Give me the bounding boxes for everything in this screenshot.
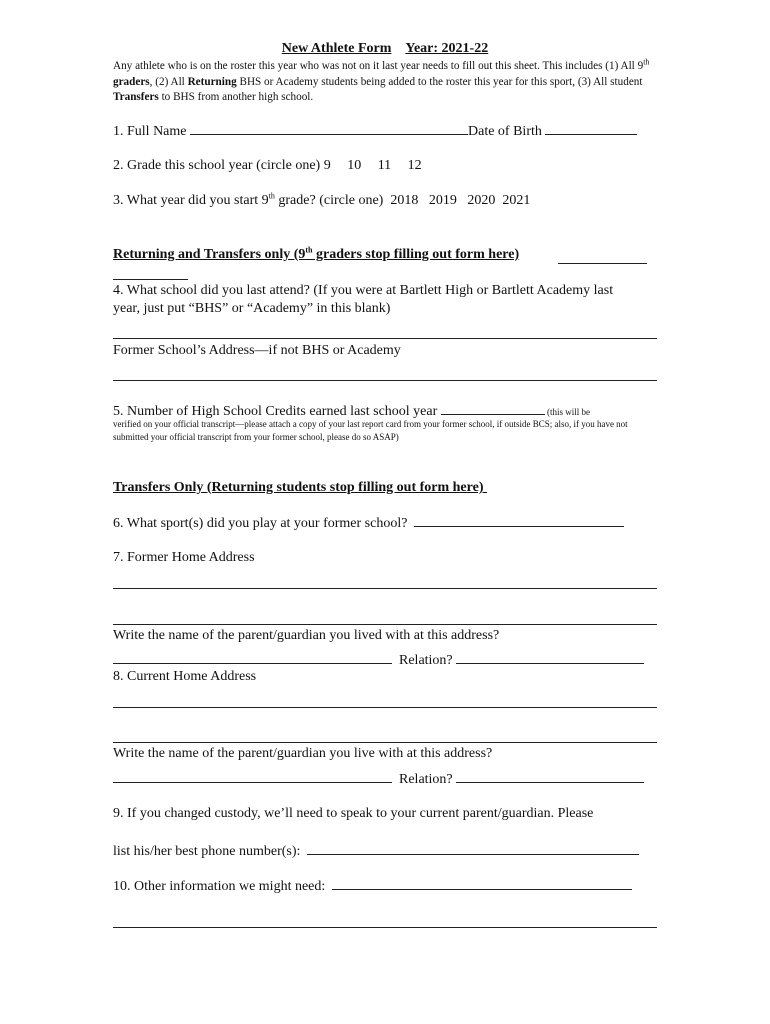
intro-text-4: to BHS from another high school. — [158, 91, 314, 103]
intro-text-1: Any athlete who is on the roster this year who was not on it last year needs to fill out this sheet. This includes (1) All 9 — [113, 60, 644, 72]
start-year-label: 3. What year did you start 9 — [113, 193, 269, 208]
credits-field[interactable] — [441, 402, 545, 415]
phone-field[interactable] — [307, 842, 639, 855]
q9-line1: 9. If you changed custody, we’ll need to speak to your current parent/guardian. Please — [113, 806, 594, 821]
former-school-address-field[interactable] — [113, 380, 657, 381]
returning-heading — [113, 247, 519, 263]
intro-sup: th — [643, 57, 650, 67]
grade-options[interactable]: 9 10 11 12 — [323, 158, 422, 173]
former-school-address-label: Former School’s Address—if not BHS or Academy — [113, 343, 401, 358]
other-info-field-2[interactable] — [113, 927, 657, 928]
former-guardian-row — [113, 651, 644, 669]
current-guardian-field[interactable] — [113, 770, 392, 783]
current-relation-label: Relation? — [399, 772, 457, 787]
q3-row — [113, 193, 530, 209]
heading-underline-ext — [558, 263, 647, 264]
former-guardian-label: Write the name of the parent/guardian you lived with at this address? — [113, 628, 500, 643]
credits-label: 5. Number of High School Credits earned last school year — [113, 404, 441, 419]
former-relation-field[interactable] — [456, 651, 644, 664]
returning-heading-text-2: graders stop filling out form here) — [312, 247, 520, 262]
current-home-address-field-2[interactable] — [113, 742, 657, 743]
intro-bold-graders: graders — [113, 75, 150, 88]
dob-field[interactable] — [545, 122, 637, 135]
intro-text-3: BHS or Academy students being added to the roster this year for this sport, (3) All student — [236, 75, 643, 88]
current-home-address-field-1[interactable] — [113, 707, 657, 708]
phone-label: list his/her best phone number(s): — [113, 844, 308, 859]
q2-row — [113, 158, 422, 174]
q9-row — [113, 842, 639, 860]
start-year-label-end: grade? (circle one) — [274, 193, 384, 208]
former-relation-label: Relation? — [399, 653, 457, 668]
transfers-heading: Transfers Only (Returning students stop filling out form here) — [113, 480, 487, 495]
start-year-options[interactable]: 2018 2019 2020 2021 — [390, 193, 531, 208]
grade-label: 2. Grade this school year (circle one) — [113, 158, 321, 173]
returning-heading-text-1: Returning and Transfers only (9 — [113, 247, 306, 262]
q1-row — [113, 122, 637, 140]
last-school-field[interactable] — [113, 338, 657, 339]
returning-heading-sup: th — [305, 245, 313, 255]
former-sport-label: 6. What sport(s) did you play at your former school? — [113, 516, 415, 531]
current-guardian-label: Write the name of the parent/guardian you live with at this address? — [113, 746, 493, 761]
heading-underline-wrap — [113, 279, 188, 280]
other-info-field[interactable] — [332, 877, 632, 890]
start-year-sup: th — [268, 191, 275, 201]
form-title-main: New Athlete Form — [281, 41, 392, 56]
intro-bold-transfers: Transfers — [113, 91, 159, 103]
full-name-field[interactable] — [190, 122, 468, 135]
intro-text-2: , (2) All — [149, 75, 188, 88]
form-title — [0, 41, 770, 57]
former-home-address-field-1[interactable] — [113, 588, 657, 589]
former-home-address-field-2[interactable] — [113, 624, 657, 625]
current-home-address-label: 8. Current Home Address — [113, 669, 257, 684]
q6-row — [113, 514, 624, 532]
credits-note-start: (this will be — [544, 407, 591, 417]
former-sport-field[interactable] — [414, 514, 624, 527]
q10-row — [113, 877, 632, 895]
q4-line1: 4. What school did you last attend? (If you were at Bartlett High or Bartlett Academy last — [113, 283, 614, 298]
former-home-address-label: 7. Former Home Address — [113, 550, 255, 565]
dob-label: Date of Birth — [468, 124, 546, 139]
q4-line2: year, just put “BHS” or “Academy” in this blank) — [113, 301, 391, 316]
credits-note: verified on your official transcript—please attach a copy of your last report card from your former school, if outside BCS; also, if you have not submitted your official transcript from your former school, please do so ASAP) — [113, 419, 628, 442]
full-name-label: 1. Full Name — [113, 124, 190, 139]
intro-bold-returning: Returning — [187, 75, 237, 88]
form-title-year: Year: 2021-22 — [405, 41, 489, 56]
other-info-label: 10. Other information we might need: — [113, 879, 333, 894]
intro-paragraph — [113, 59, 658, 106]
current-relation-field[interactable] — [456, 770, 644, 783]
current-guardian-row — [113, 770, 644, 788]
former-guardian-field[interactable] — [113, 651, 392, 664]
